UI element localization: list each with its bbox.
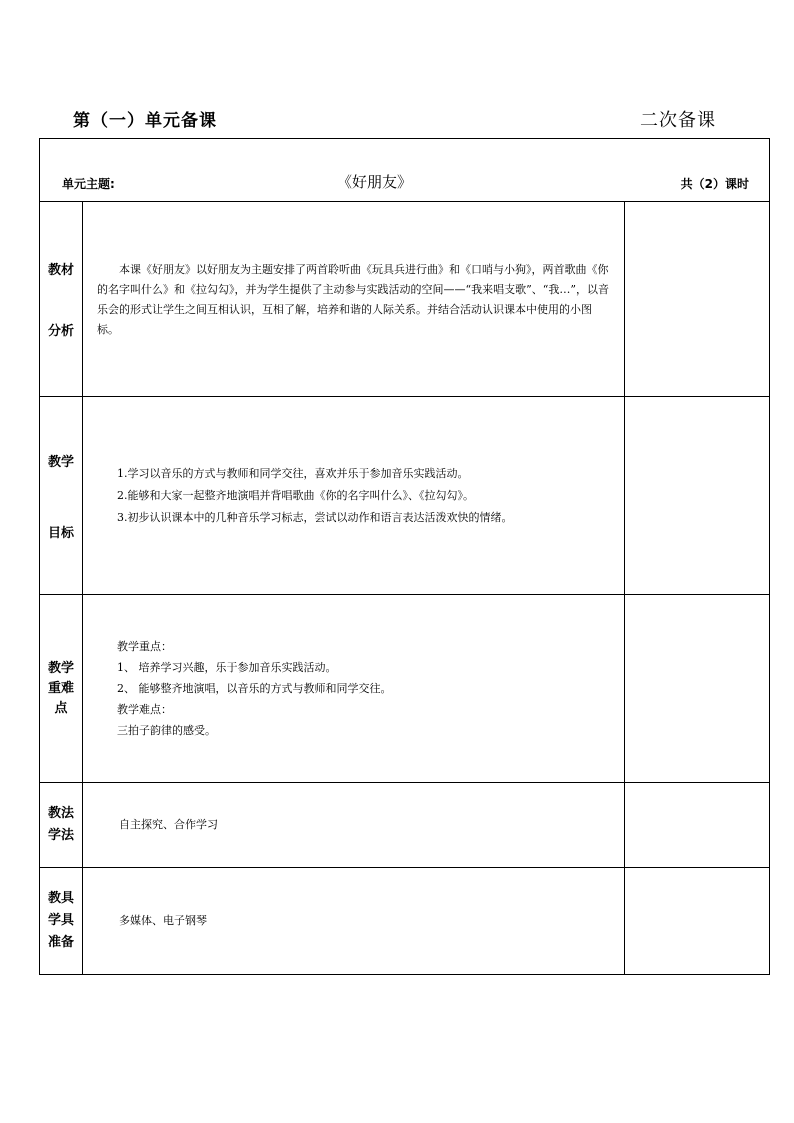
methods-label xyxy=(40,803,82,847)
topic-hours: 共（2）课时 xyxy=(680,177,750,191)
methods-label-cell xyxy=(40,783,83,868)
objectives-second-prep-cell xyxy=(625,397,770,595)
keypoints-list xyxy=(83,636,624,741)
methods-row xyxy=(40,783,770,868)
second-prep-heading: 二次备课 xyxy=(640,110,716,131)
analysis-label-cell xyxy=(40,202,83,397)
tools-text: 多媒体、电子钢琴 xyxy=(119,914,207,927)
tools-second-prep-cell xyxy=(625,868,770,975)
objectives-label-line2: 目标 xyxy=(47,525,74,541)
topic-title: 《好朋友》 xyxy=(337,173,413,191)
tools-label xyxy=(40,888,82,954)
keypoints-line: 1、 培养学习兴趣，乐于参加音乐实践活动。 xyxy=(117,661,337,674)
unit-prep-heading: 第（一）单元备课 xyxy=(73,111,217,131)
objectives-label-line1: 教学 xyxy=(47,454,74,470)
analysis-content-cell xyxy=(83,202,625,397)
keypoints-line: 教学重点： xyxy=(117,640,172,653)
keypoints-label-line1: 教学 xyxy=(47,660,74,676)
topic-row xyxy=(40,139,770,202)
methods-label-line1: 教法 xyxy=(47,806,74,821)
methods-label-line2: 学法 xyxy=(47,828,74,843)
objectives-list xyxy=(83,463,624,529)
keypoints-line: 三拍子韵律的感受。 xyxy=(117,724,216,737)
topic-label: 单元主题: xyxy=(62,177,115,191)
tools-label-line3: 准备 xyxy=(47,935,74,950)
tools-label-line2: 学具 xyxy=(47,913,74,928)
objective-item: 3.初步认识课本中的几种音乐学习标志，尝试以动作和语言表达活泼欢快的情绪。 xyxy=(117,510,513,524)
objective-item: 1.学习以音乐的方式与教师和同学交往，喜欢并乐于参加音乐实践活动。 xyxy=(117,466,469,480)
keypoints-label-line2: 重难 xyxy=(47,680,74,696)
objectives-content-cell xyxy=(83,397,625,595)
methods-second-prep-cell xyxy=(625,783,770,868)
methods-content-cell xyxy=(83,783,625,868)
tools-label-cell xyxy=(40,868,83,975)
analysis-second-prep-cell xyxy=(625,202,770,397)
analysis-label-line2: 分析 xyxy=(47,324,74,339)
keypoints-content-cell xyxy=(83,595,625,783)
keypoints-label xyxy=(40,659,82,719)
objectives-row xyxy=(40,397,770,595)
analysis-label-line1: 教材 xyxy=(47,263,74,278)
tools-label-line1: 教具 xyxy=(47,891,74,906)
analysis-text: 本课《好朋友》以好朋友为主题安排了两首聆听曲《玩具兵进行曲》和《口哨与小狗》，两首歌曲《你的名字叫什么》和《拉勾勾》，并为学生提供了主动参与实践活动的空间——“我来唱支歌”、“我…”，以音乐会的形式让学生之间互相认识，互相了解，培养和谐的人际关系。并结合活动认识课本中使用的小图标。 xyxy=(97,263,609,336)
objectives-label-cell xyxy=(40,397,83,595)
tools-content-cell xyxy=(83,868,625,975)
analysis-label xyxy=(40,259,82,339)
keypoints-line: 2、 能够整齐地演唱，以音乐的方式与教师和同学交往。 xyxy=(117,682,392,695)
analysis-row xyxy=(40,202,770,397)
keypoints-label-line3: 点 xyxy=(54,700,68,716)
objective-item: 2.能够和大家一起整齐地演唱并背唱歌曲《你的名字叫什么》、《拉勾勾》。 xyxy=(117,488,474,502)
keypoints-line: 教学难点： xyxy=(117,703,172,716)
lesson-plan-table xyxy=(39,138,770,975)
objectives-label xyxy=(40,451,82,541)
methods-text: 自主探究、合作学习 xyxy=(119,818,218,831)
tools-row xyxy=(40,868,770,975)
topic-cell xyxy=(40,139,770,202)
keypoints-row xyxy=(40,595,770,783)
keypoints-label-cell xyxy=(40,595,83,783)
keypoints-second-prep-cell xyxy=(625,595,770,783)
